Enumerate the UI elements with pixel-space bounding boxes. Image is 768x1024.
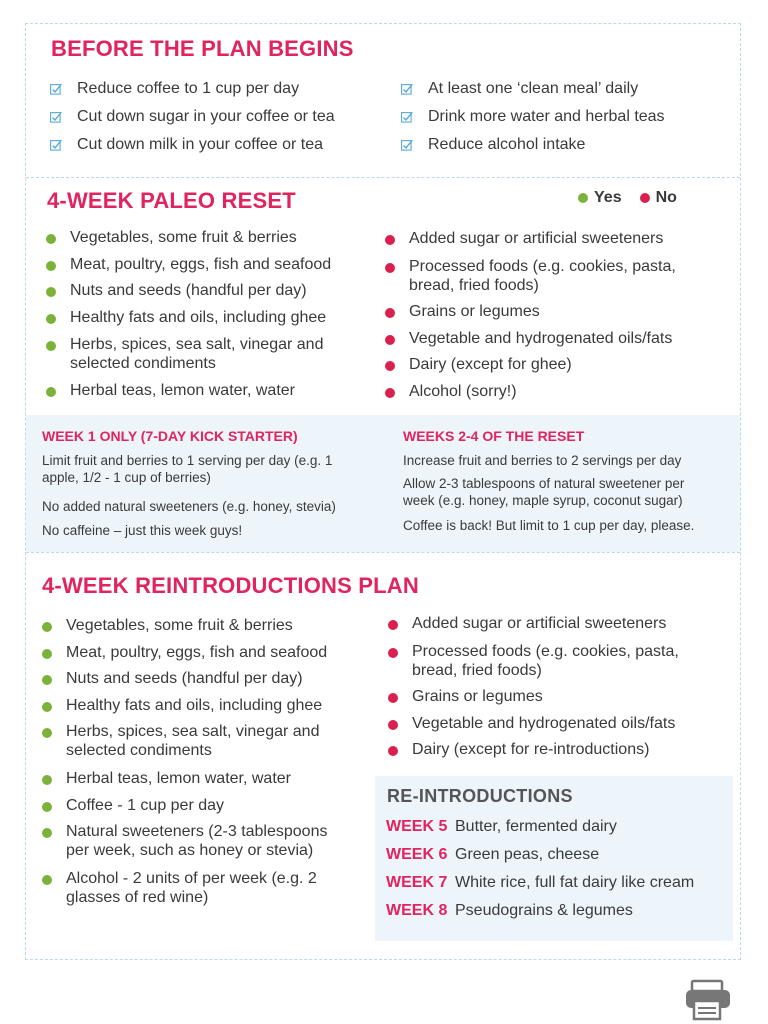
list-item-label — [409, 329, 672, 348]
green-bullet-icon — [42, 875, 52, 885]
line-text: Nuts and seeds (handful per day) — [66, 670, 303, 687]
reset-title: 4-WEEK PALEO RESET — [47, 188, 296, 213]
list-item-label — [70, 381, 295, 400]
green-bullet-icon — [46, 287, 56, 297]
line-text: Added sugar or artificial sweeteners — [409, 230, 664, 247]
legend — [578, 189, 677, 207]
line-text: bread, fried foods) — [409, 277, 539, 294]
legend-no-label: No — [655, 189, 677, 206]
line-text: Herbal teas, lemon water, water — [70, 382, 295, 399]
reintroduction-week-row — [386, 818, 617, 836]
list-item-label — [412, 740, 649, 759]
list-item — [46, 228, 297, 247]
line-text: Nuts and seeds (handful per day) — [70, 282, 307, 299]
legend-yes-label: Yes — [594, 189, 622, 206]
list-item-label — [412, 687, 543, 706]
note-line — [403, 517, 694, 534]
list-item — [42, 696, 322, 715]
line-text: Vegetables, some fruit & berries — [66, 617, 293, 634]
note-line — [403, 475, 684, 509]
list-item — [46, 335, 323, 373]
list-item-label — [70, 281, 307, 300]
line-text: glasses of red wine) — [66, 889, 209, 906]
week-label: WEEK 8 — [386, 902, 448, 919]
list-item-label — [66, 796, 224, 815]
list-item — [42, 669, 303, 688]
line-text: Coffee is back! But limit to 1 cup per day, please. — [403, 518, 695, 533]
red-bullet-icon — [385, 263, 395, 273]
list-item-label — [70, 255, 331, 274]
red-bullet-icon — [385, 235, 395, 245]
list-item-label — [409, 257, 676, 295]
week1-title: WEEK 1 ONLY (7-DAY KICK STARTER) — [42, 428, 298, 444]
line-text: Meat, poultry, eggs, fish and seafood — [70, 256, 332, 273]
line-text: No caffeine – just this week guys! — [42, 523, 243, 538]
list-item-label — [66, 822, 327, 860]
green-bullet-icon — [42, 702, 52, 712]
checklist-item-label: Reduce coffee to 1 cup per day — [77, 80, 300, 97]
week-food: White rice, full fat dairy like cream — [455, 874, 695, 891]
line-text: Healthy fats and oils, including ghee — [70, 309, 327, 326]
line-text: Herbs, spices, sea salt, vinegar and — [66, 723, 320, 740]
line-text: bread, fried foods) — [412, 662, 542, 679]
reintro-title: 4-WEEK REINTRODUCTIONS PLAN — [42, 573, 419, 598]
line-text: No added natural sweeteners (e.g. honey, stevia) — [42, 499, 336, 514]
line-text: Dairy (except for ghee) — [409, 356, 572, 373]
red-bullet-icon — [388, 720, 398, 730]
list-item-label — [66, 696, 322, 715]
line-text: Vegetable and hydrogenated oils/fats — [409, 330, 673, 347]
green-bullet-icon — [46, 387, 56, 397]
list-item — [46, 255, 331, 274]
checklist-item — [401, 107, 665, 126]
checklist-item — [50, 135, 323, 154]
line-text: Natural sweeteners (2-3 tablespoons — [66, 823, 328, 840]
note-line — [42, 498, 336, 515]
note-line — [403, 452, 681, 469]
list-item — [388, 614, 666, 633]
list-item-label — [412, 714, 675, 733]
line-text: Limit fruit and berries to 1 serving per day (e.g. 1 — [42, 453, 333, 468]
line-text: Allow 2-3 tablespoons of natural sweetener per — [403, 476, 685, 491]
line-text: Coffee - 1 cup per day — [66, 797, 225, 814]
checkbox-check-icon — [50, 111, 62, 123]
checkbox-check-icon — [50, 83, 62, 95]
line-text: selected condiments — [70, 355, 216, 372]
red-bullet-icon — [385, 308, 395, 318]
reintroduction-week-row — [386, 846, 599, 864]
note-line — [42, 452, 332, 486]
line-text: Grains or legumes — [412, 688, 543, 705]
green-bullet-icon — [46, 341, 56, 351]
list-item — [385, 229, 663, 248]
list-item — [46, 308, 326, 327]
list-item-label — [70, 308, 326, 327]
list-item-label — [409, 302, 540, 321]
list-item-label — [66, 616, 293, 635]
line-text: Increase fruit and berries to 2 servings per day — [403, 453, 682, 468]
list-item — [46, 281, 307, 300]
list-item — [46, 381, 295, 400]
checklist-item — [401, 135, 585, 154]
checklist-item-label: At least one ‘clean meal’ daily — [428, 80, 639, 97]
red-bullet-icon — [388, 620, 398, 630]
reintroductions-title: RE-INTRODUCTIONS — [387, 786, 573, 806]
green-bullet-icon — [42, 675, 52, 685]
red-bullet-icon — [385, 335, 395, 345]
section-divider — [26, 177, 740, 178]
list-item-label — [66, 643, 327, 662]
checklist-item-label: Cut down sugar in your coffee or tea — [77, 108, 335, 125]
line-text: Healthy fats and oils, including ghee — [66, 697, 323, 714]
green-bullet-icon — [42, 649, 52, 659]
printer-icon[interactable] — [683, 979, 733, 1021]
week-label: WEEK 6 — [386, 846, 448, 863]
checkbox-check-icon — [401, 139, 413, 151]
list-item-label — [409, 355, 572, 374]
checkbox-check-icon — [50, 139, 62, 151]
checklist-item — [401, 79, 638, 98]
red-bullet-icon — [388, 648, 398, 658]
list-item — [385, 257, 676, 295]
green-bullet-icon — [46, 314, 56, 324]
line-text: Grains or legumes — [409, 303, 540, 320]
line-text: selected condiments — [66, 742, 212, 759]
week-food: Green peas, cheese — [455, 846, 600, 863]
green-bullet-icon — [46, 261, 56, 271]
red-bullet-icon — [385, 388, 395, 398]
list-item — [42, 796, 224, 815]
line-text: Processed foods (e.g. cookies, pasta, — [409, 258, 676, 275]
list-item — [42, 822, 327, 860]
list-item-label — [66, 722, 319, 760]
checklist-item-label: Cut down milk in your coffee or tea — [77, 136, 324, 153]
list-item — [385, 382, 517, 401]
list-item — [388, 642, 679, 680]
line-text: Alcohol - 2 units of per week (e.g. 2 — [66, 870, 317, 887]
list-item-label — [66, 669, 303, 688]
line-text: Herbal teas, lemon water, water — [66, 770, 291, 787]
red-bullet-icon — [385, 361, 395, 371]
list-item-label — [409, 382, 517, 401]
line-text: Vegetables, some fruit & berries — [70, 229, 297, 246]
list-item-label — [409, 229, 663, 248]
plan-page — [25, 23, 741, 960]
checklist-item — [50, 107, 335, 126]
week-food: Butter, fermented dairy — [455, 818, 617, 835]
list-item — [388, 687, 543, 706]
list-item — [42, 769, 291, 788]
list-item-label — [66, 869, 317, 907]
line-text: week (e.g. honey, maple syrup, coconut sugar) — [403, 493, 683, 508]
week-label: WEEK 5 — [386, 818, 448, 835]
before-title: BEFORE THE PLAN BEGINS — [51, 36, 354, 61]
section-divider — [26, 552, 740, 553]
list-item — [42, 722, 319, 760]
list-item — [388, 714, 675, 733]
line-text: Vegetable and hydrogenated oils/fats — [412, 715, 676, 732]
list-item-label — [70, 335, 323, 373]
reintroduction-week-row — [386, 902, 633, 920]
week-label: WEEK 7 — [386, 874, 448, 891]
list-item — [42, 869, 317, 907]
line-text: Processed foods (e.g. cookies, pasta, — [412, 643, 679, 660]
reintroductions-box — [375, 776, 733, 941]
line-text: Dairy (except for re-introductions) — [412, 741, 650, 758]
green-bullet-icon — [42, 728, 52, 738]
list-item-label — [70, 228, 297, 247]
line-text: Herbs, spices, sea salt, vinegar and — [70, 336, 324, 353]
list-item — [385, 302, 540, 321]
green-bullet-icon — [42, 622, 52, 632]
line-text: per week, such as honey or stevia) — [66, 842, 314, 859]
checkbox-check-icon — [401, 111, 413, 123]
checklist-item — [50, 79, 299, 98]
list-item-label — [412, 642, 679, 680]
checkbox-check-icon — [401, 83, 413, 95]
weeks24-title: WEEKS 2-4 OF THE RESET — [403, 428, 585, 444]
line-text: Added sugar or artificial sweeteners — [412, 615, 667, 632]
reintroduction-week-row — [386, 874, 694, 892]
green-bullet-icon — [46, 234, 56, 244]
list-item-label — [412, 614, 666, 633]
reset-notes-box — [26, 415, 740, 552]
green-bullet-icon — [42, 802, 52, 812]
green-bullet-icon — [42, 775, 52, 785]
line-text: Meat, poultry, eggs, fish and seafood — [66, 644, 328, 661]
line-text: apple, 1/2 - 1 cup of berries) — [42, 470, 211, 485]
line-text: Alcohol (sorry!) — [409, 383, 517, 400]
red-bullet-icon — [388, 693, 398, 703]
list-item — [385, 355, 572, 374]
list-item — [42, 616, 293, 635]
list-item-label — [66, 769, 291, 788]
red-bullet-icon — [388, 746, 398, 756]
note-line — [42, 522, 242, 539]
legend-yes-dot — [578, 193, 588, 203]
green-bullet-icon — [42, 828, 52, 838]
list-item — [385, 329, 672, 348]
checklist-item-label: Drink more water and herbal teas — [428, 108, 665, 125]
list-item — [388, 740, 649, 759]
checklist-item-label: Reduce alcohol intake — [428, 136, 586, 153]
legend-no-dot — [640, 193, 650, 203]
list-item — [42, 643, 327, 662]
week-food: Pseudograins & legumes — [455, 902, 633, 919]
